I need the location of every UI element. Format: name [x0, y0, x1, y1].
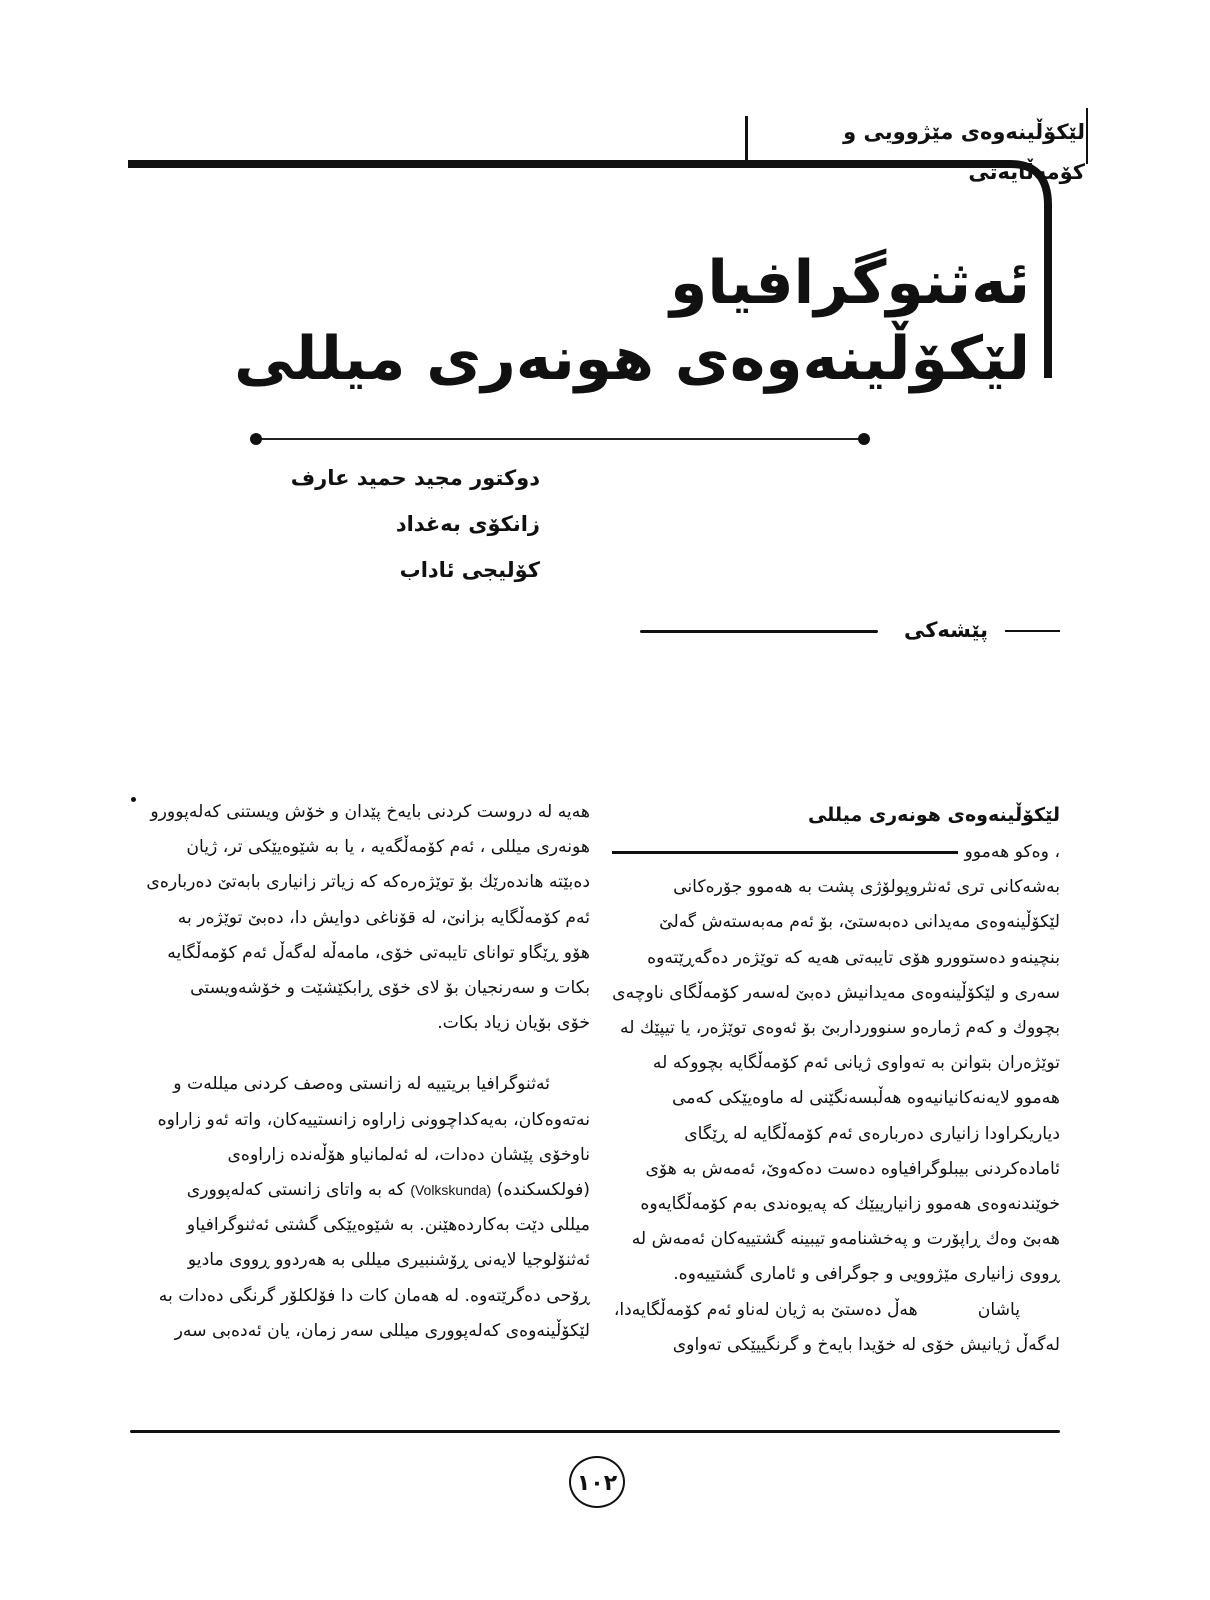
preface-rule-right	[1005, 630, 1060, 632]
page-number: ١٠٢	[569, 1456, 625, 1508]
text-line: سەری و لێکۆڵینەوەی مەیدانیش دەبێ لەسەر کۆمەڵگای ناوچەی	[612, 982, 1060, 1003]
author-name: دوکتور مجید حمید عارف	[290, 466, 540, 490]
text-line: هۆو ڕێگاو توانای تایبەتی خۆی، مامەڵە لەگەڵ ئەم کۆمەڵگایە	[167, 942, 590, 963]
text-line: ئامادەکردنی بیبلوگرافیاوە دەست دەکەوێ، ئەمەش بە هۆی	[645, 1158, 1060, 1179]
preface-label: پێشەکی	[903, 618, 988, 642]
text-line: میللی دێت بەکاردەهێنن. بە شێوەیێکی گشتی ئەثنوگرافیاو	[186, 1215, 590, 1236]
lead-line	[612, 835, 1060, 870]
folk-line	[132, 1173, 590, 1208]
left-paragraph-2-continued	[132, 1208, 590, 1349]
author-block	[240, 455, 540, 593]
text-line: توێژەران بتوانن بە تەواوی ژیانی ئەم کۆمەڵگایە بچووکە لە	[652, 1053, 1060, 1074]
text-line: هەیە لە دروست کردنی بایەخ پێدان و خۆش ویستنی کەلەپوورو	[150, 802, 590, 822]
right-column	[612, 795, 1060, 1363]
text-line: ناوخۆی پێشان دەدات، لە ئەلمانیاو هۆڵەندە زاراوەی	[227, 1144, 590, 1165]
footer-rule	[130, 1430, 1060, 1433]
text-line: لێکۆڵینەوەی کەلەپووری میللی سەر زمان، یان ئەدەبی سەر	[174, 1320, 590, 1341]
text-line: ڕۆحی دەگرێتەوە. لە هەمان کات دا فۆلکلۆر گرنگی دەدات بە	[158, 1285, 590, 1306]
text-line: هەموو لایەنەکانیانیەوە هەڵبسەنگێنی لە ماوەیێکی کەمی	[671, 1088, 1060, 1109]
left-paragraph-2	[132, 1067, 590, 1173]
text-line: هونەری میللی ، ئەم کۆمەڵگەیە ، یا بە شێوەیێکی تر، ژیان	[186, 837, 590, 858]
paragraph-2-start: پاشان	[977, 1299, 1020, 1320]
text-line: لێکۆڵینەوەی مەیدانی دەبەستێ، بۆ ئەم مەبەستەش گەلێ	[659, 912, 1060, 933]
title-divider	[250, 432, 870, 446]
text-line: ئەم کۆمەڵگایە بزانێ، لە قۆناغی دوایش دا، دەبێ توێژەر بە	[177, 907, 590, 928]
text-line: بچووك و کەم ژمارەو سنوورداربێ بۆ ئەوەی توێژەر، یا تیپێك لە	[620, 1018, 1060, 1039]
divider-dot-right	[858, 433, 870, 445]
preface-heading	[640, 612, 1060, 652]
folk-line-rest: کە بە واتای زانستی کەلەپووری	[186, 1180, 405, 1201]
divider-line	[256, 438, 864, 440]
text-line: ئەثنوگرافیا بریتییە لە زانستی وەصف کردنی میللەت و	[173, 1074, 550, 1095]
text-line: بەشەکانی تری ئەنثروپولۆژی پشت بە هەموو جۆرەکانی	[673, 877, 1060, 898]
lead-rule	[612, 851, 958, 854]
text-line: بنچینەو دەستوورو هۆی تایبەتی هەیە کە توێژەر دەگەڕێتەوە	[647, 947, 1060, 968]
text-line: نەتەوەکان، بەیەکداچوونی زاراوە زانستییەکان، واتە ئەو زاراوە	[157, 1109, 590, 1130]
author-university: زانکۆی بەغداد	[395, 512, 540, 536]
folk-latin-term: (Volkskunda)	[410, 1182, 492, 1199]
article-title	[150, 245, 1030, 397]
section-heading: لێکۆڵینەوەی هونەری میللی	[807, 804, 1060, 826]
title-line-2: لێکۆڵینەوەی هونەری میللی	[234, 324, 1030, 394]
right-paragraph-2	[612, 1293, 1060, 1328]
text-line: خوێندنەوەی هەموو زانیارییێك کە پەیوەندی بەم کۆمەڵگایەوە	[640, 1194, 1060, 1215]
text-line: دیاریکراودا زانیاری دەربارەی ئەم کۆمەڵگایە لە ڕێگای	[684, 1123, 1060, 1144]
text-line: خۆی بۆیان زیاد بکات.	[437, 1013, 590, 1034]
left-column	[132, 795, 590, 1349]
text-line: هەبێ وەك ڕاپۆرت و پەخشنامەو تیبینە گشتییەکان ئەمەش لە	[631, 1229, 1060, 1250]
divider-dot-left	[250, 433, 262, 445]
right-paragraph-2-line-2: لەگەڵ ژیانیش خۆی لە خۆیدا بایەخ و گرنگییێکی تەواوی	[672, 1334, 1060, 1355]
paragraph-2-rest: هەڵ دەستێ بە ژیان لەناو ئەم کۆمەڵگایەدا،	[613, 1299, 918, 1320]
folk-native-term: (فولکسکندە)	[496, 1180, 590, 1201]
text-line: بکات و سەرنجیان بۆ لای خۆی ڕابکێشێت و خۆشەویستی	[190, 978, 590, 999]
section-label-edge	[1086, 108, 1088, 164]
text-line: ڕووی زانیاری مێژوویی و جوگرافی و ئاماری گشتییەوە.	[673, 1264, 1060, 1285]
text-line: ئەثنۆلوجیا لایەنی ڕۆشنبیری میللی بە هەردوو ڕووی مادیو	[187, 1250, 590, 1271]
section-label: لێکۆڵینەوەی مێژوویی و کۆمەڵایەتی	[843, 120, 1085, 184]
left-paragraph-1	[132, 795, 590, 1041]
author-college: کۆلیجی ئاداب	[399, 558, 540, 582]
title-line-1: ئەثنوگرافیاو	[670, 248, 1030, 318]
text-line: دەبێتە هاندەرێك بۆ توێژەرەکە کە زیاتر زانیاری بابەتێ دەربارەی	[146, 872, 590, 893]
preface-rule-left	[640, 630, 878, 633]
lead-text: ، وەکو هەموو	[964, 842, 1060, 862]
right-paragraph-1	[612, 870, 1060, 1292]
